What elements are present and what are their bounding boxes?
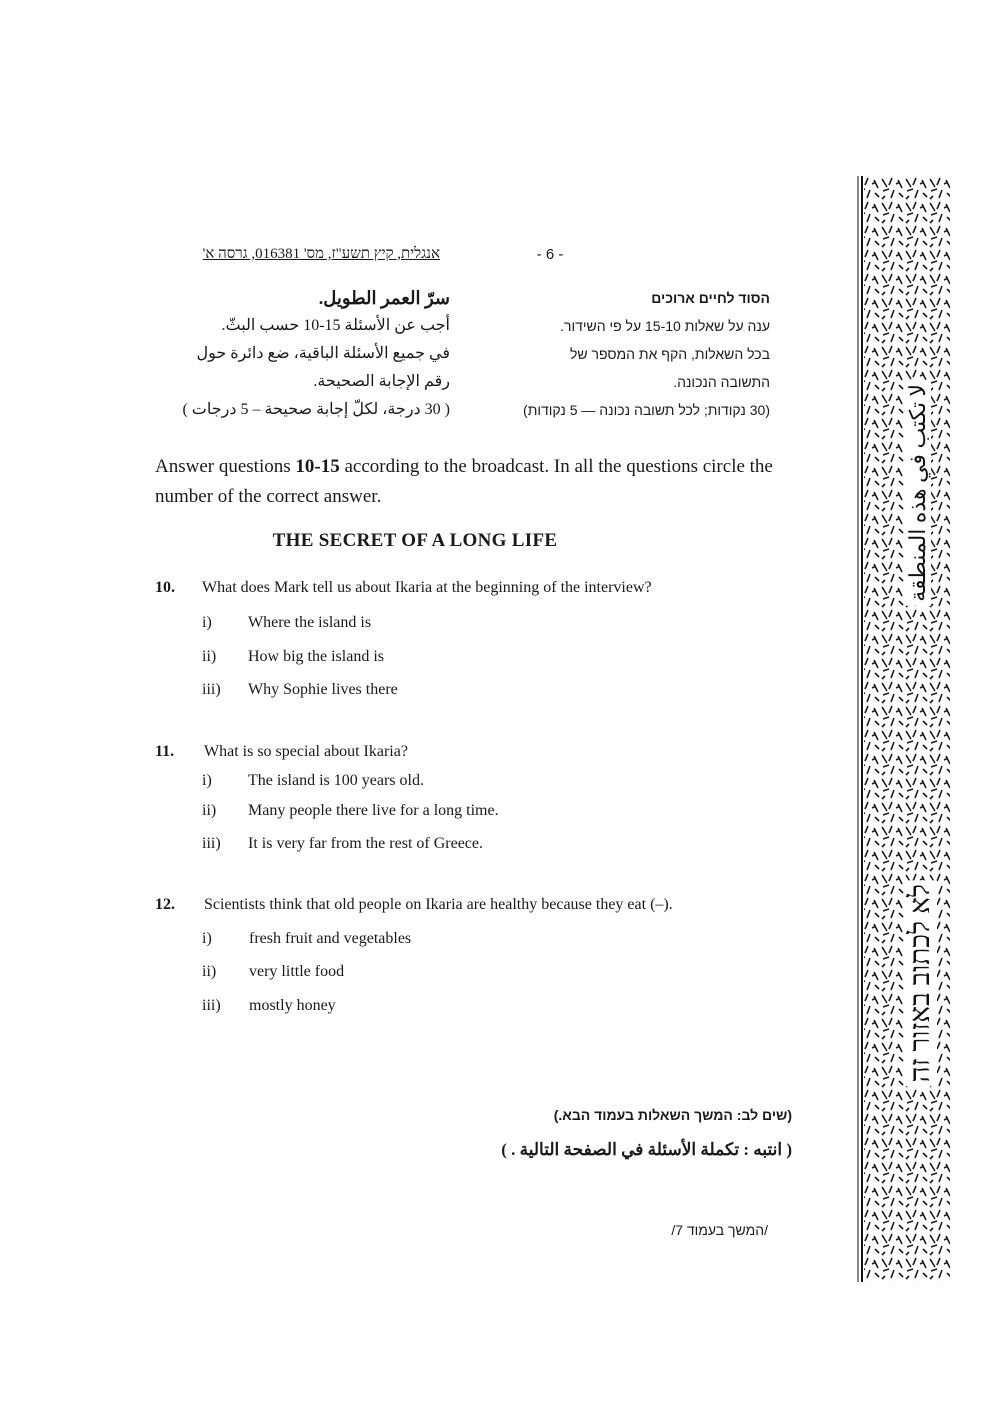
exam-info-header: אנגלית, קיץ תשע"ז, מס' 016381, גרסה א' xyxy=(202,246,440,262)
option-label[interactable]: i) xyxy=(202,614,212,631)
option-label[interactable]: i) xyxy=(202,930,212,947)
option-text: The island is 100 years old. xyxy=(248,772,424,789)
hebrew-line-1: ענה על שאלות 15-10 על פי השידור. xyxy=(560,318,770,334)
option-label[interactable]: ii) xyxy=(202,963,217,980)
question-number: 12. xyxy=(155,896,175,913)
hebrew-title: הסוד לחיים ארוכים xyxy=(651,290,770,306)
option-text: very little food xyxy=(249,963,345,980)
continued-on-next-page: /המשך בעמוד 7/ xyxy=(671,1222,768,1238)
continuation-note-hebrew: (שים לב: המשך השאלות בעמוד הבא.) xyxy=(553,1107,792,1123)
option-text: fresh fruit and vegetables xyxy=(249,930,412,947)
option-label[interactable]: ii) xyxy=(202,802,217,819)
arabic-line-2: في جميع الأسئلة الباقية، ضع دائرة حول xyxy=(196,345,450,362)
question-number: 10. xyxy=(155,579,175,596)
question-text: Scientists think that old people on Ikaria are healthy because they eat (–). xyxy=(204,896,673,913)
arabic-line-1: أجب عن الأسئلة 15-10 حسب البثّ. xyxy=(221,317,450,334)
option-label[interactable]: iii) xyxy=(202,997,221,1014)
hebrew-instructions xyxy=(470,284,770,424)
instruction-range: 10-15 xyxy=(295,456,340,477)
option-label[interactable]: i) xyxy=(202,772,212,789)
option-label[interactable]: iii) xyxy=(202,835,221,852)
option-text: It is very far from the rest of Greece. xyxy=(248,835,483,852)
hebrew-points: (30 נקודות; לכל תשובה נכונה — 5 נקודות) xyxy=(523,402,770,418)
question-number: 11. xyxy=(155,743,175,760)
option-text: Many people there live for a long time. xyxy=(248,802,499,819)
option-text: Why Sophie lives there xyxy=(248,681,398,698)
option-label[interactable]: ii) xyxy=(202,648,217,665)
option-text: How big the island is xyxy=(248,648,384,665)
option-text: Where the island is xyxy=(248,614,372,631)
option-label[interactable]: iii) xyxy=(202,681,221,698)
instruction-part-2: according to the broadcast. In all the questions circle the number of the correct answer. xyxy=(155,456,773,507)
instruction-part-1: Answer questions xyxy=(155,456,296,477)
margin-warning-arabic: لا تكتب في هذه المنطقة xyxy=(905,380,931,606)
margin-warning xyxy=(905,320,945,1260)
margin-warning-hebrew: לא לכתוב באזור זה xyxy=(905,880,937,1086)
continuation-note-arabic: ( انتبه : تكملة الأسئلة في الصفحة التالية . ) xyxy=(501,1140,792,1159)
hebrew-line-3: התשובה הנכונה. xyxy=(673,374,770,390)
arabic-line-3: رقم الإجابة الصحيحة. xyxy=(313,373,450,390)
english-instruction xyxy=(155,452,775,512)
page-number: - 6 - xyxy=(536,246,564,263)
arabic-instructions xyxy=(150,284,450,424)
section-title: THE SECRET OF A LONG LIFE xyxy=(272,530,558,551)
hebrew-line-2: בכל השאלות, הקף את המספר של xyxy=(569,346,770,362)
question-text: What is so special about Ikaria? xyxy=(204,743,408,760)
question-text: What does Mark tell us about Ikaria at the beginning of the interview? xyxy=(202,579,652,596)
arabic-points: ( 30 درجة، لكلّ إجابة صحيحة – 5 درجات ) xyxy=(182,401,450,418)
option-text: mostly honey xyxy=(249,997,336,1014)
arabic-title: سرّ العمر الطويل. xyxy=(318,288,450,308)
